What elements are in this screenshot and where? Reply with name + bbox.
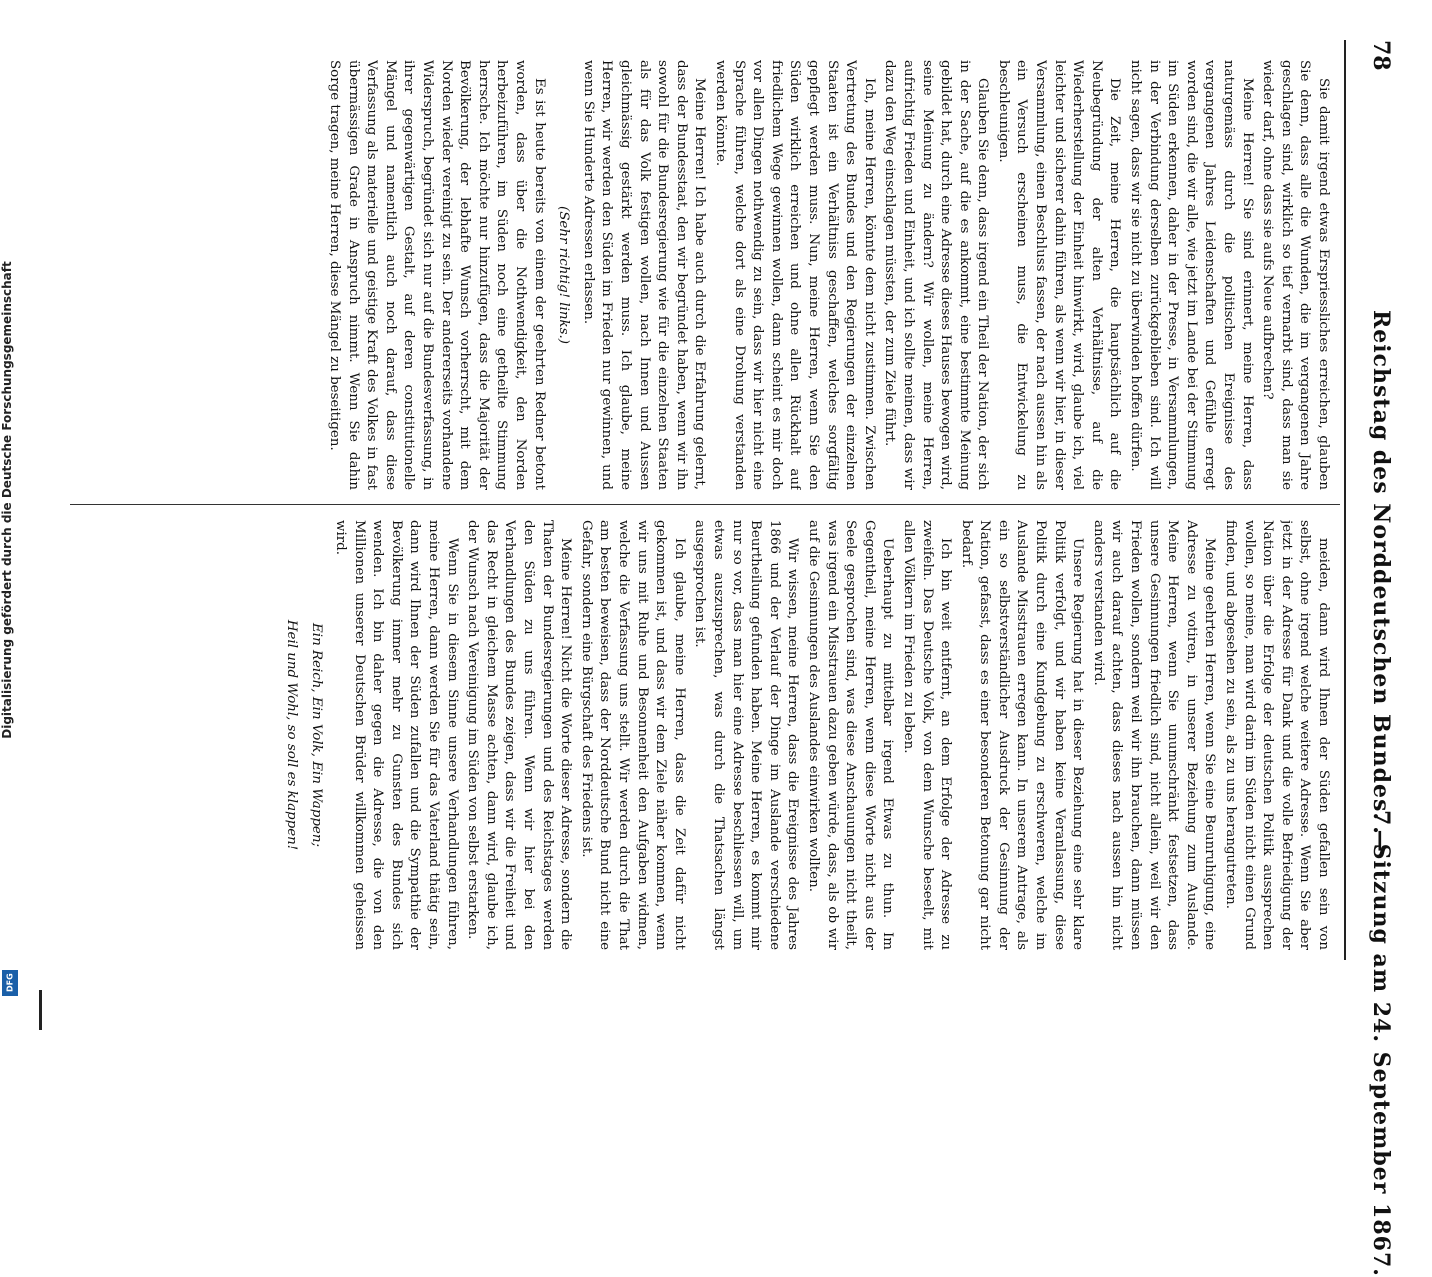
paragraph: Meine Herren! Ich habe auch durch die Erfahrung gelernt, dass der Bundesstaat, den wir begründet haben, wenn wir ihn sowohl für die Bundesregierung wie für die einzelnen Staaten als für das Volk festigen wollen, nach Innen und Aussen gleichmässig gestärkt werden muss. Ich glaube, meine Herren, wir werden den Süden im Frieden nur gewinnen, und wenn Sie Hunderte Adressen erlassen.: [580, 60, 708, 490]
end-dash: [39, 990, 42, 1030]
paragraph: Wenn Sie in diesem Sinne unsere Verhandlungen führen, meine Herren, dann werden Sie für das Vaterland thätig sein, dann wird Ihnen der Süden zufallen und die Sympathie der Bevölkerung immer mehr zu Gunsten des Bundes sich wenden. Ich bin daher gegen die Adresse, die von den Millionen unserer Deutschen Brüder willkommen geheissen wird.: [333, 520, 460, 950]
footer-note: Digitalisierung gefördert durch die Deutsche Forschungsgemeinschaft: [0, 261, 14, 739]
paragraph: Die Zeit, meine Herren, die hauptsächlich auf die Neubegründung der alten Verhältnisse, auf die Wiederherstellung der Einheit hinwirkt, wird, glaube ich, viel leichter und sicherer dahin führen, als wenn wir hier, in dieser Versammlung, einen Beschluss fassen, der nach aussen hin als ein Versuch erscheinen muss, die Entwickelung zu beschleunigen.: [995, 60, 1123, 490]
interjection: (Sehr richtig! links.): [556, 206, 572, 344]
paragraph: Wir wissen, meine Herren, dass die Ereignisse des Jahres 1866 und der Verlauf der Dinge im Auslande verschiedene Beurtheilung gefunden haben. Meine Herren, es kommt mir nur so vor, dass man hier eine Adresse beschliessen will, um etwas auszusprechen, was durch die Thatsachen längst ausgesprochen ist.: [692, 520, 801, 950]
paragraph: Ich bin weit entfernt, an dem Erfolge der Adresse zu zweifeln. Das Deutsche Volk, von dem Wunsche beseelt, mit allen Völkern im Frieden zu leben.: [900, 520, 954, 950]
header-session: 7. Sitzung am 24. September 1867.: [1368, 810, 1394, 1277]
running-header: [1354, 40, 1394, 1277]
header-rule: [1344, 40, 1346, 960]
closing-verse: Heil und Wohl, so soll es klappen!: [283, 619, 299, 851]
paragraph: Ich glaube, meine Herren, dass die Zeit dafür nicht gekommen ist, und dass wir dem Ziele näher kommen, wenn wir uns mit Ruhe und Besonnenheit den Aufgaben widmen, welche die Verfassung uns stellt. Wir werden durch die That am besten beweisen, dass der Norddeutsche Bund nicht eine Gefahr, sondern eine Bürgschaft des Friedens ist.: [578, 520, 687, 950]
paragraph: meiden, dann wird Ihnen der Süden gefallen sein von selbst, ohne irgend welche weitere Adresse. Wenn Sie aber jetzt in der Adresse für Dank und die volle Befriedigung der Nation über die Erfolge der deutschen Politik aussprechen wollen, so meine, man wird darin im Süden nicht einen Grund finden, und abgesehen zu sein, als zu uns herangutreten.: [1223, 520, 1331, 950]
closing-verse: Ein Reich, Ein Volk, Ein Wappen;: [308, 623, 324, 847]
paragraph: Ich, meine Herren, könnte dem nicht zustimmen. Zwischen Vertretung des Bundes und den Regierungen der einzelnen Staaten ist ein Verhältniss geschaffen, welches sorgfältig gepflegt werden muss. Nun, meine Herren, wenn Sie den Süden wirklich erreichen und ohne allen Rückhalt auf friedlichem Wege gewinnen wollen, dann scheint es mir doch vor allen Dingen nothwendig zu sein, dass wir hier nicht eine Sprache führen, welche dort als eine Drohung verstanden werden könnte.: [713, 60, 877, 490]
paragraph: Meine geehrten Herren, wenn Sie eine Beunruhigung, eine Adresse zu votiren, in unserer Beziehung zum Auslande. Meine Herren, wenn Sie unumschränkt festsetzen, dass unsere Gesinnungen friedlich sind, nicht allein, weil wir den Frieden wollen, sondern weil wir ihn brauchen, dann müssen wir auch darauf achten, dass dieses nach aussen hin nicht anders verstanden wird.: [1090, 520, 1218, 950]
column-divider: [70, 504, 1340, 505]
page-number: 78: [1368, 40, 1394, 71]
paragraph: Es ist heute bereits von einem der geehrten Redner betont worden, dass über die Nothwendigkeit, den Norden herbeizuführen, im Süden noch eine getheilte Stimmung herrsche. Ich möchte nur hinzufügen, dass die Majorität der Bevölkerung, der lebhafte Wunsch vorherrscht, mit dem Norden wieder vereinigt zu sein. Der andererseits vorhandene Widerspruch, begründet sich nur auf die Bundesverfassung, in ihrer gegenwärtigen Gestalt, auf deren constitutionelle Mängel und namentlich auch noch darauf, dass diese Verfassung als materielle und geistige Kraft des Volkes in fast übermässigen Grade in Anspruch nimmt. Wenn Sie dahin Sorge tragen, meine Herren, diese Mängel zu beseitigen.: [327, 60, 547, 490]
dfg-logo: DFG: [2, 970, 18, 996]
header-title: Reichstag des Norddeutschen Bundes. —: [1368, 310, 1394, 853]
paragraph: Sie damit irgend etwas Erspriessliches erreichen, glauben Sie denn, dass alle die Wunden, die im vergangenen Jahre geschlagen sind, wirklich so tief vernarbt sind, dass man sie wieder darf, ohne dass sie aufs Neue aufbrechen?: [1260, 60, 1331, 490]
text-column-right: [82, 520, 1332, 950]
digitization-footer: [0, 0, 22, 1000]
paragraph: Meine Herren! Sie sind erinnert, meine Herren, dass naturgemäss durch die politischen Ereignisse des vergangenen Jahres Leidenschaften und Gefühle erregt worden sind, die wir alle, wie jetzt im Lande bei der Stimmung im Süden erkennen, daher in der Presse, in Versammlungen, in der Verbindung derselben zurückgeblieben sind. Ich will nicht sagen, dass wir sie nicht zu überwinden hoffen dürfen.: [1128, 60, 1255, 490]
text-column-left: [82, 60, 1332, 490]
paragraph: Unsere Regierung hat in dieser Beziehung eine sehr klare Politik verfolgt, und wir haben keine Veranlassung, diese Politik durch eine Kundgebung zu erschweren, welche im Auslande Misstrauen erregen kann. In unserem Antrage, als ein so selbstverständlicher Ausdruck der Gesinnung der Nation, gefasst, dass es einer besonderen Betonung gar nicht bedarf.: [958, 520, 1086, 950]
paragraph: Meine Herren! Nicht die Worte dieser Adresse, sondern die Thaten der Bundesregierungen und des Reichstages werden den Süden zu uns führen. Wenn wir hier bei den Verhandlungen des Bundes zeigen, dass wir die Freiheit und das Recht in gleichem Masse achten, dann wird, glaube ich, der Wunsch nach Vereinigung im Süden von selbst erstarken.: [465, 520, 574, 950]
paragraph: Glauben Sie denn, dass irgend ein Theil der Nation, der sich in der Sache, auf die es ankommt, eine bestimmte Meinung gebildet hat, durch eine Adresse dieses Hauses bewogen wird, seine Meinung zu ändern? Wir wollen, meine Herren, aufrichtig Frieden und Einheit, und ich sollte meinen, dass wir dazu den Weg einschlagen müssten, der zum Ziele führt.: [882, 60, 991, 490]
paragraph: Ueberhaupt zu mittelbar irgend Etwas zu thun. Im Gegentheil, meine Herren, wenn diese Worte nicht aus der Seele gesprochen sind, was diese Anschauungen nicht theilt, was irgend ein Misstrauen dazu geben würde, dass, als ob wir auf die Gesinnungen des Auslandes einwirken wollten.: [805, 520, 896, 950]
